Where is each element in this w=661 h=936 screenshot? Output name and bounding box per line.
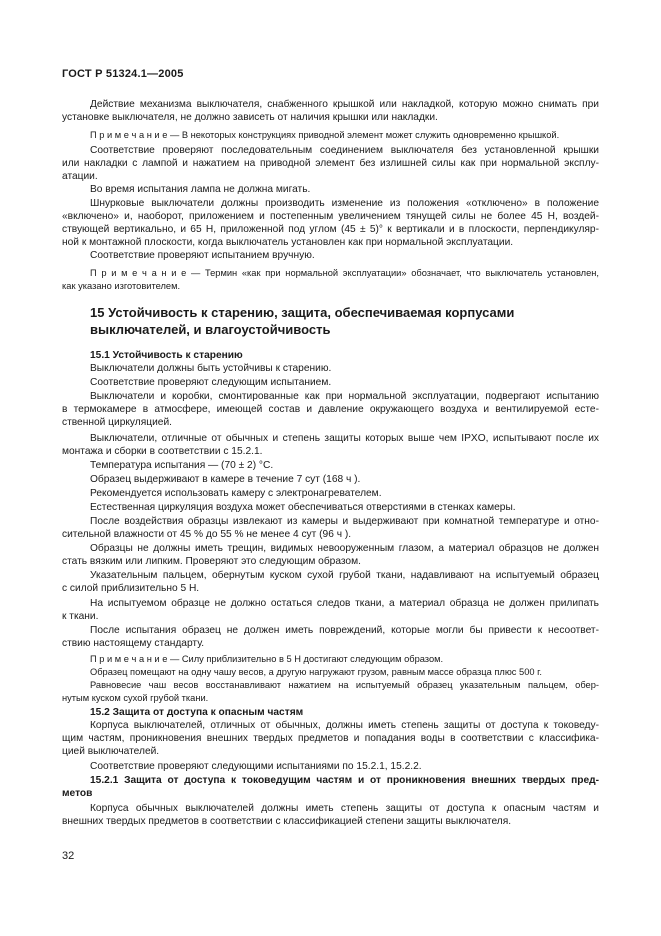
section-heading-line-1: 15 Устойчивость к старению, защита, обеспечиваемая корпусами bbox=[90, 305, 515, 320]
text-line: как указано изготовителем. bbox=[62, 281, 181, 291]
text-line: Соответствие проверяют последовательным соединением выключателя без установленной крышки bbox=[90, 145, 599, 156]
text-line: стать вязким или липким. Проверяют это следующим образом. bbox=[62, 556, 361, 567]
text-line: Выключатели, отличные от обычных и степень защиты которых выше чем IPXO, испытывают после их bbox=[90, 433, 599, 444]
text-line: установке выключателя, не должно зависеть от наличия крышки или накладки. bbox=[62, 112, 438, 123]
text-line: П р и м е ч а н и е — Термин «как при нормальной эксплуатации» обозначает, что выключатель установлен, bbox=[90, 268, 599, 278]
text-line: П р и м е ч а н и е — Силу приблизительно в 5 Н достигают следующим образом. bbox=[90, 654, 444, 664]
text-line: нутым куском сухой грубой ткани. bbox=[62, 693, 209, 703]
text-line: Действие механизма выключателя, снабженного крышкой или накладкой, которую можно снимать при bbox=[90, 99, 599, 110]
text-line: или накладки с лампой и нажатием на приводной элемент без излишней силы как при нормальной эксплу- bbox=[62, 158, 599, 169]
text-line: Шнурковые выключатели должны производить изменение из положения «отключено» в положение bbox=[90, 198, 599, 209]
text-line: цией выключателей. bbox=[62, 746, 160, 757]
text-line: Равновесие чаш весов восстанавливают нажатием на испытуемый образец указательным пальцем, обер- bbox=[90, 680, 599, 690]
text-line: Корпуса выключателей, отличных от обычных, должны иметь степень защиты от доступа к токоведу- bbox=[90, 720, 599, 731]
text-line: П р и м е ч а н и е — В некоторых конструкциях приводной элемент может служить одновременно крышкой. bbox=[90, 130, 560, 140]
text-line: внешних твердых предметов в соответствии с классификацией степени защиты выключателя. bbox=[62, 816, 512, 827]
text-line: Выключатели должны быть устойчивы к старению. bbox=[90, 363, 332, 374]
text-line: Рекомендуется использовать камеру с электронагревателем. bbox=[90, 488, 382, 499]
text-line: «включено» и, наоборот, приложением и постепенным увеличением тянущей силы не более 45 Н, воздей- bbox=[62, 211, 599, 222]
text-line: 15.2.1 Защита от доступа к токоведущим частям и от проникновения внешних твердых пред- bbox=[90, 775, 599, 786]
text-line: с силой приблизительно 5 Н. bbox=[62, 583, 200, 594]
section-heading-line-2: выключателей, и влагоустойчивость bbox=[90, 322, 331, 337]
text-line: щим частям, проникновения внешних твердых предметов и попадания воды в соответствии с классифика- bbox=[62, 733, 599, 744]
text-line: Образцы не должны иметь трещин, видимых невооруженным глазом, а материал образцов не должен bbox=[90, 543, 599, 554]
text-line: Во время испытания лампа не должна мигать. bbox=[90, 184, 311, 195]
text-line: После испытания образец не должен иметь повреждений, которые могли бы привести к несоответ- bbox=[90, 625, 599, 636]
text-line: атации. bbox=[62, 171, 98, 182]
text-line: На испытуемом образце не должно остаться следов ткани, а материал образца не должен прилипать bbox=[90, 598, 599, 609]
page-number: 32 bbox=[62, 850, 75, 862]
text-line: к ткани. bbox=[62, 611, 99, 622]
text-line: ной к монтажной плоскости, когда выключатель установлен как при нормальной эксплуатации. bbox=[62, 237, 514, 248]
text-line: Температура испытания — (70 ± 2) °С. bbox=[90, 460, 274, 471]
text-line: Естественная циркуляция воздуха может обеспечиваться отверстиями в стенках камеры. bbox=[90, 502, 516, 513]
text-line: Образец выдерживают в камере в течение 7 сут (168 ч ). bbox=[90, 474, 361, 485]
text-line: Соответствие проверяют следующими испытаниями по 15.2.1, 15.2.2. bbox=[90, 761, 422, 772]
text-line: Корпуса обычных выключателей должны иметь степень защиты от доступа к опасным частям и bbox=[90, 803, 599, 814]
text-line: 15.2 Защита от доступа к опасным частям bbox=[90, 707, 304, 718]
text-line: Соответствие проверяют следующим испытанием. bbox=[90, 377, 332, 388]
text-line: Указательным пальцем, обернутым куском сухой грубой ткани, надавливают на испытуемый образец bbox=[90, 570, 599, 581]
text-line: После воздействия образцы извлекают из камеры и выдерживают при комнатной температуре и отно- bbox=[90, 516, 599, 527]
text-line: Выключатели и коробки, смонтированные как при нормальной эксплуатации, подвергают испытанию bbox=[90, 391, 599, 402]
text-line: сительной влажности от 45 % до 55 % не менее 4 сут (96 ч ). bbox=[62, 529, 352, 540]
text-line: метов bbox=[62, 788, 93, 799]
text-line: монтажа и сборки в соответствии с 15.2.1. bbox=[62, 446, 263, 457]
text-line: Образец помещают на одну чашу весов, а другую нагружают грузом, равным массе образца плюс 500 г. bbox=[90, 667, 542, 677]
document-header: ГОСТ Р 51324.1—2005 bbox=[62, 68, 184, 80]
text-line: ствующей вертикально, и 65 Н, приложенной под углом (45 ± 5)° к вертикали и в плоскости, перпендикуляр- bbox=[62, 224, 599, 235]
text-line: Соответствие проверяют испытанием вручную. bbox=[90, 250, 315, 261]
text-line: 15.1 Устойчивость к старению bbox=[90, 350, 243, 361]
text-line: ствию настоящему стандарту. bbox=[62, 638, 205, 649]
text-line: ственной циркуляцией. bbox=[62, 417, 172, 428]
text-line: в термокамере в атмосфере, имеющей состав и давление окружающего воздуха и вентилируемой есте- bbox=[62, 404, 599, 415]
